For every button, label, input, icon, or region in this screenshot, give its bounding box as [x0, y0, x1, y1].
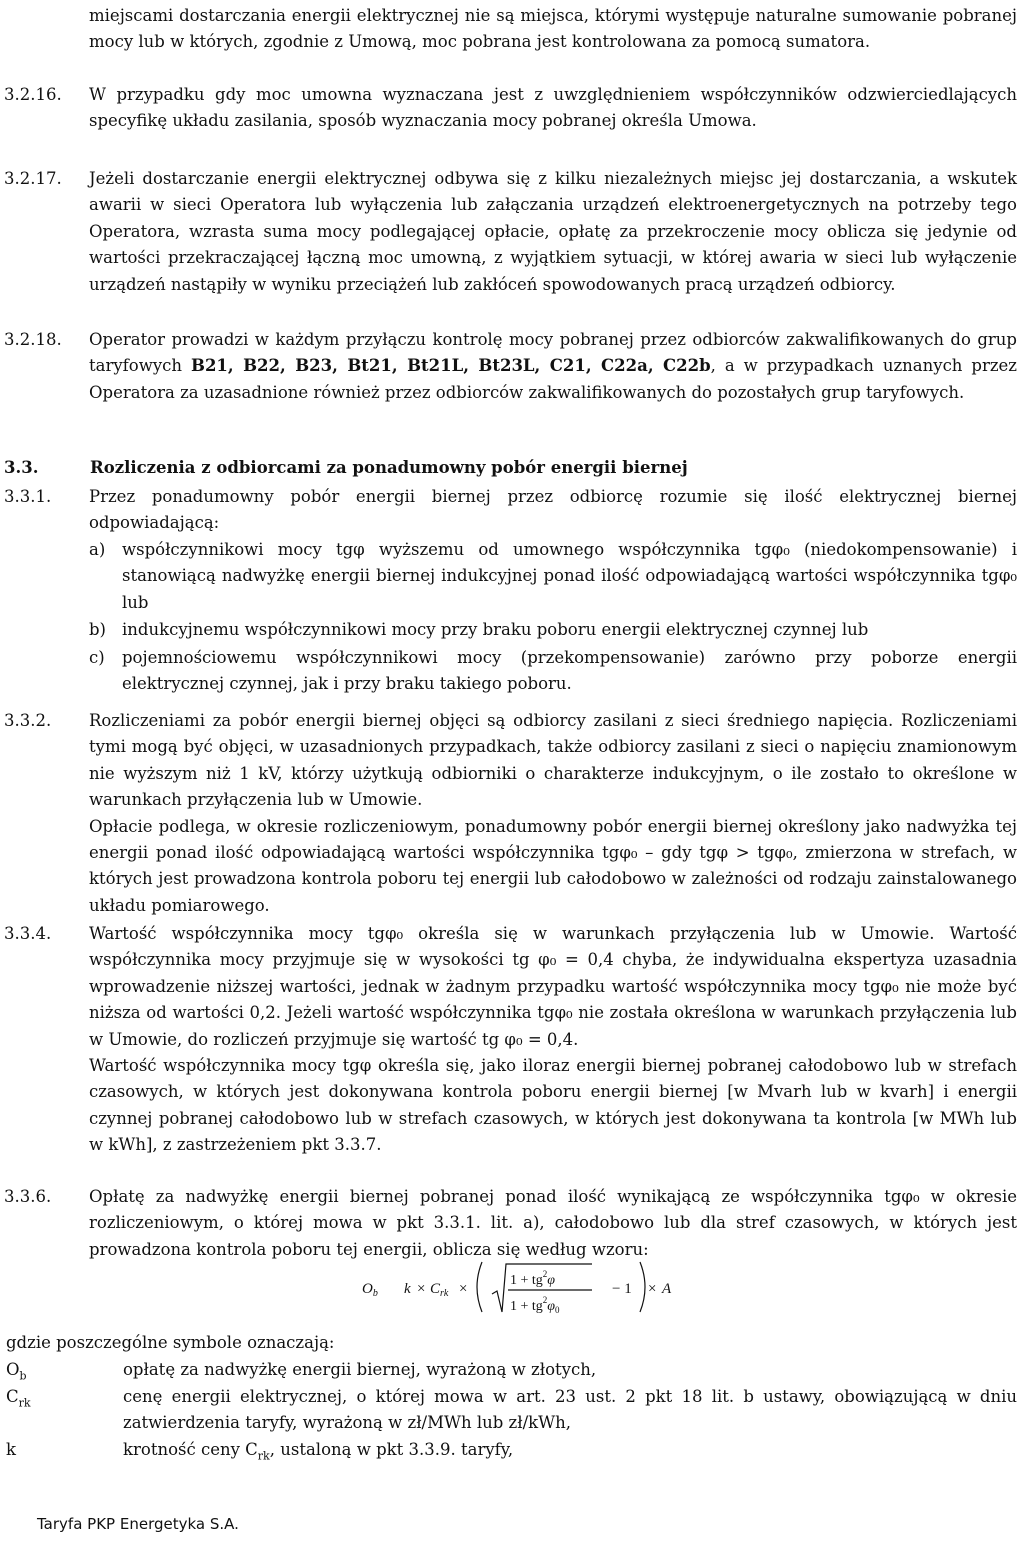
fee-formula: [360, 1256, 720, 1318]
section-number: 3.2.18.: [4, 330, 62, 349]
formula-times: ×: [648, 1281, 657, 1297]
heading-number: 3.3.: [4, 458, 39, 477]
formula-right-paren: [640, 1262, 645, 1312]
heading-title: Rozliczenia z odbiorcami za ponadumowny pobór energii biernej: [90, 458, 688, 477]
section-3-3-1: Przez ponadumowny pobór energii biernej przez odbiorcę rozumie się ilość elektrycznej biernej odpowiadającą:: [89, 487, 1017, 533]
page-footer: Taryfa PKP Energetyka S.A.: [37, 1515, 239, 1533]
symbol-description: opłatę za nadwyżkę energii biernej, wyrażoną w złotych,: [123, 1360, 597, 1379]
section-number: 3.3.1.: [4, 487, 52, 506]
formula-times: ×: [459, 1281, 468, 1297]
list-item-a: a) współczynnikowi mocy tgφ wyższemu od umownego współczynnika tgφ₀ (niedokompensowanie) i stanowiącą nadwyżkę energii biernej indukcyjnej ponad ilość odpowiadającą wartości współczynnika tgφ₀ lub: [89, 540, 1017, 612]
symbol-description: cenę energii elektrycznej, o której mowa w art. 23 ust. 2 pkt 18 lit. b ustawy, obowiązującą w dniu zatwierdzenia taryfy, wyrażoną w zł/MWh lub zł/kWh,: [123, 1387, 1017, 1433]
section-3-3-6: Opłatę za nadwyżkę energii biernej pobranej ponad ilość wynikającą ze współczynnika tgφ₀ w okresie rozliczeniowym, o której mowa w pkt 3.3.1. lit. a), całodobowo lub dla stref czasowych, w których jest prowadzona kontrola poboru tej energii, oblicza się według wzoru:: [89, 1187, 1017, 1259]
section-number: 3.3.2.: [4, 711, 52, 730]
formula-c: $C_{rk}$: [430, 1281, 449, 1299]
section-3-2-18: Operator prowadzi w każdym przyłączu kontrolę mocy pobranej przez odbiorców zakwalifikowanych do grup taryfowych B21, B22, B23, Bt21, Bt21L, Bt23L, C21, C22a, C22b, a w przypadkach uznanych przez Operatora za uzasadnione również przez odbiorców zakwalifikowanych do pozostałych grup taryfowych.: [89, 330, 1017, 402]
symbol-ob: $O_b$: [6, 1360, 27, 1383]
section-number: 3.3.4.: [4, 924, 52, 943]
formula-minus-one: − 1: [612, 1281, 632, 1297]
list-item-b: b) indukcyjnemu współczynnikowi mocy przy braku poboru energii elektrycznej czynnej lub: [89, 620, 869, 639]
symbol-crk: $C_{rk}$: [6, 1387, 31, 1410]
section-number: 3.2.16.: [4, 85, 62, 104]
symbol-description: krotność ceny $C_{rk}$, ustaloną w pkt 3.3.9. taryfy,: [123, 1440, 514, 1463]
section-3-3-2: Rozliczeniami za pobór energii biernej objęci są odbiorcy zasilani z sieci średniego napięcia. Rozliczeniami tymi mogą być objęci, w uzasadnionych przypadkach, także odbiorcy zasilani z sieci o napięciu znamionowym nie wyższym niż 1 kV, którzy użytkują odbiorniki o charakterze indukcyjnym, o ile zostało to określone w warunkach przyłączenia lub w Umowie. Opłacie podlega, w okresie rozliczeniowym, ponadumowny pobór energii biernej określony jako nadwyżka tej energii ponad ilość odpowiadającą wartości współczynnika tgφ₀ – gdy tgφ > tgφ₀, zmierzona w strefach, w których jest prowadzona kontrola poboru tej energii lub całodobowo w zależności od rodzaju zainstalowanego układu pomiarowego.: [89, 711, 1017, 915]
formula-lhs: $O_b$: [362, 1281, 378, 1299]
section-3-2-16: W przypadku gdy moc umowna wyznaczana jest z uwzględnieniem współczynników odzwierciedlających specyfikę układu zasilania, sposób wyznaczania mocy pobranej określa Umowa.: [89, 85, 1017, 131]
formula-left-paren: [477, 1262, 482, 1312]
section-number: 3.3.6.: [4, 1187, 52, 1206]
formula-k: k: [404, 1281, 411, 1297]
formula-denominator: $1 + tg^2\varphi_0$: [510, 1295, 560, 1315]
section-3-2-17: Jeżeli dostarczanie energii elektrycznej odbywa się z kilku niezależnych miejsc jej dostarczania, a wskutek awarii w sieci Operatora lub wyłączenia lub załączania urządzeń elektroenergetycznych na potrzeby tego Operatora, wzrasta suma mocy podlegającej opłacie, opłatę za przekroczenie mocy oblicza się jedynie od wartości przekraczającej łączną moc umowną, z wyjątkiem sytuacji, w której awaria w sieci lub wyłączenie urządzeń nastąpiły w wyniku przeciążeń lub zakłóceń spowodowanych pracą urządzeń odbiorcy.: [89, 169, 1017, 294]
tariff-groups: B21, B22, B23, Bt21, Bt21L, Bt23L, C21, C22a, C22b: [191, 356, 711, 376]
formula-a: A: [662, 1281, 672, 1297]
symbols-intro: gdzie poszczególne symbole oznaczają:: [6, 1333, 335, 1352]
formula-times: ×: [417, 1281, 426, 1297]
section-number: 3.2.17.: [4, 169, 62, 188]
section-3-3-4: Wartość współczynnika mocy tgφ₀ określa się w warunkach przyłączenia lub w Umowie. Wartość współczynnika mocy przyjmuje się w wysokości tg φ₀ = 0,4 chyba, że indywidualna ekspertyza uzasadnia wprowadzenie niższej wartości, jednak w żadnym przypadku wartość współczynnika mocy tgφ₀ nie może być niższa od wartości 0,2. Jeżeli wartość współczynnika tgφ₀ nie została określona w warunkach przyłączenia lub w Umowie, do rozliczeń przyjmuje się wartość tg φ₀ = 0,4. Wartość współczynnika mocy tgφ określa się, jako iloraz energii biernej pobranej całodobowo lub w strefach czasowych, w których jest dokonywana kontrola poboru energii biernej [w Mvarh lub w kvarh] i energii czynnej pobranej całodobowo lub w strefach czasowych, w których jest dokonywana ta kontrola [w MWh lub w kWh], z zastrzeżeniem pkt 3.3.7.: [89, 924, 1017, 1155]
intro-paragraph: miejscami dostarczania energii elektrycznej nie są miejsca, którymi występuje naturalne sumowanie pobranej mocy lub w których, zgodnie z Umową, moc pobrana jest kontrolowana za pomocą sumatora.: [89, 6, 1017, 52]
symbol-k: k: [6, 1440, 16, 1459]
section-heading: [4, 455, 1004, 481]
list-item-c: c) pojemnościowemu współczynnikowi mocy (przekompensowanie) zarówno przy poborze energii elektrycznej czynnej, jak i przy braku takiego poboru.: [89, 648, 1017, 694]
formula-numerator: $1 + tg^2\varphi$: [510, 1269, 556, 1288]
